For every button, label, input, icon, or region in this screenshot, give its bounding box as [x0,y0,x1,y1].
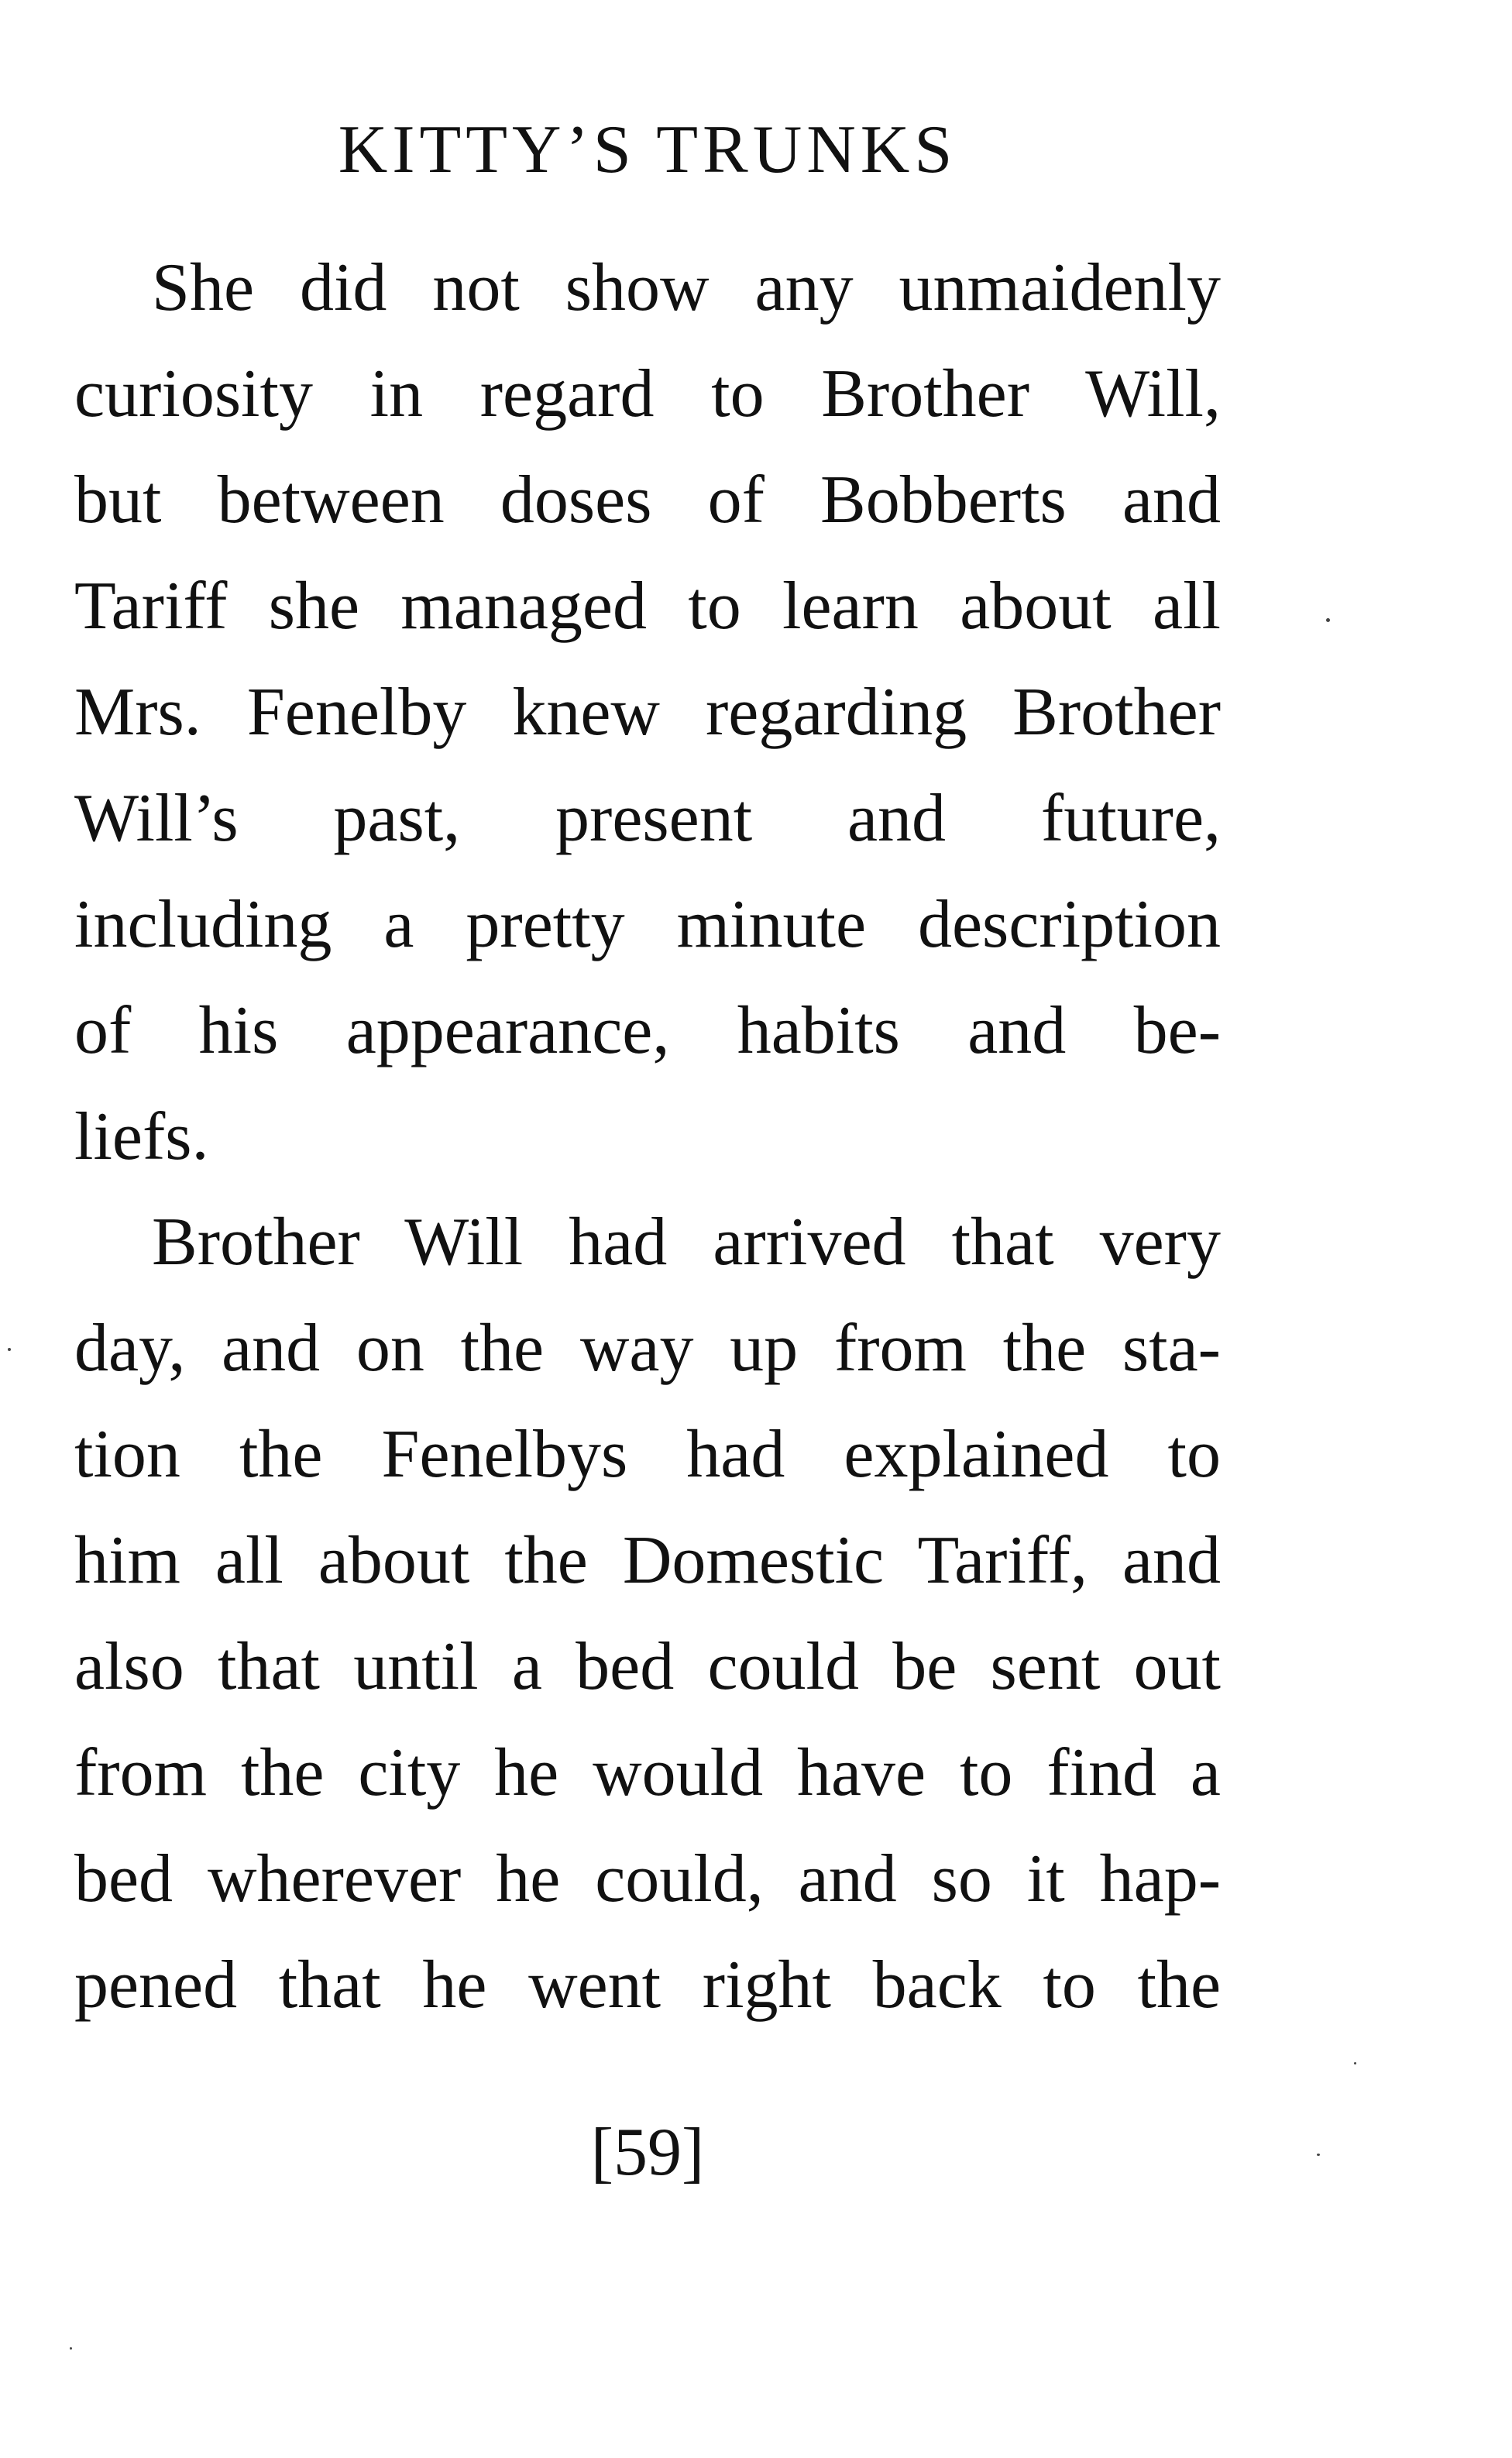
text-line: of his appearance, habits and be- [74,993,1221,1068]
scan-speck [1326,618,1330,622]
text-line: tion the Fenelbys had explained to [74,1417,1221,1492]
running-head: KITTY’S TRUNKS [338,112,957,187]
text-line: liefs. [74,1099,209,1174]
scan-speck [1317,2154,1320,2156]
text-line: pened that he went right back to the [74,1947,1221,2023]
text-line: day, and on the way up from the sta- [74,1311,1221,1386]
scan-speck [1354,2062,1356,2064]
scan-speck [8,1348,11,1351]
text-line: bed wherever he could, and so it hap- [74,1841,1221,1917]
text-line: Tariff she managed to learn about all [74,569,1221,644]
text-line: also that until a bed could be sent out [74,1629,1221,1704]
text-line: Will’s past, present and future, [74,781,1221,856]
text-line: Brother Will had arrived that very [152,1205,1221,1280]
scan-speck [70,2347,72,2350]
text-line: Mrs. Fenelby knew regarding Brother [74,675,1221,750]
text-line: including a pretty minute description [74,887,1221,962]
page-number: [59] [590,2115,705,2190]
text-line: him all about the Domestic Tariff, and [74,1523,1221,1598]
text-line: but between doses of Bobberts and [74,462,1221,538]
text-line: from the city he would have to find a [74,1735,1221,1810]
text-line: curiosity in regard to Brother Will, [74,356,1221,431]
text-line: She did not show any unmaidenly [152,250,1221,325]
